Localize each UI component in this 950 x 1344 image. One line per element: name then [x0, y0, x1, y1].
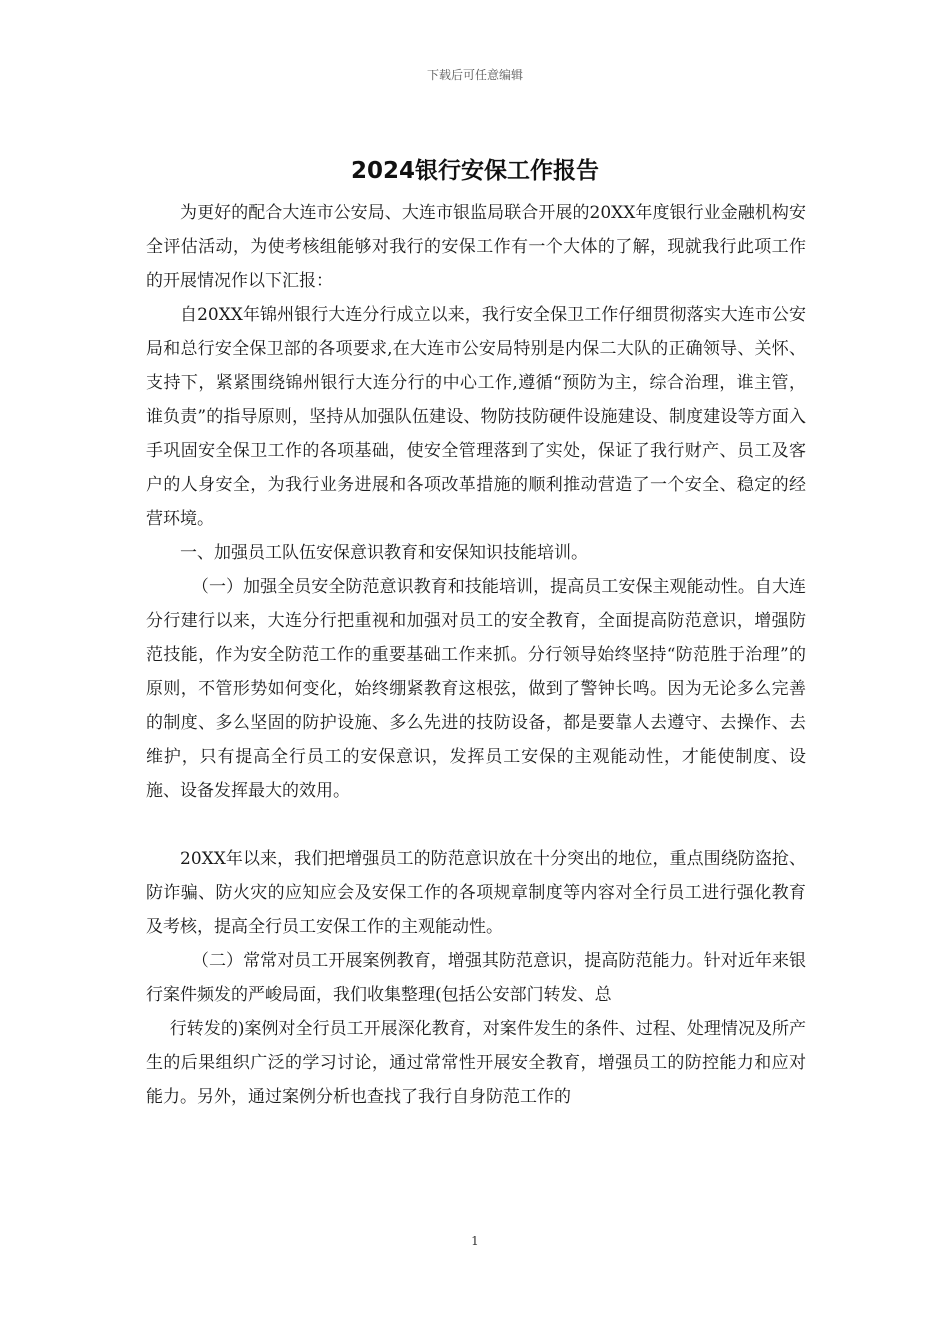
paragraph-continuation: 行转发的)案例对全行员工开展深化教育，对案件发生的条件、过程、处理情况及所产生的后果组织广泛的学习讨论，通过常常性开展安全教育，增强员工的防控能力和应对能力。另外，通过案例分析也查找了我行自身防范工作的	[146, 1019, 806, 1107]
subsection-2: （二）常常对员工开展案例教育，增强其防范意识，提高防范能力。针对近年来银行案件频发的严峻局面，我们收集整理(包括公安部门转发、总	[146, 951, 806, 1005]
page-number: 1	[471, 1234, 479, 1248]
paragraph-intro: 为更好的配合大连市公安局、大连市银监局联合开展的20XX年度银行业金融机构安全评估活动，为使考核组能够对我行的安保工作有一个大体的了解，现就我行此项工作的开展情况作以下汇报：	[146, 203, 806, 291]
paragraph-20xx: 20XX年以来，我们把增强员工的防范意识放在十分突出的地位，重点围绕防盗抢、防诈骗、防火灾的应知应会及安保工作的各项规章制度等内容对全行员工进行强化教育及考核，提高全行员工安保工作的主观能动性。	[146, 849, 806, 937]
page-header: 下载后可任意编辑	[426, 68, 523, 82]
section-heading-1: 一、加强员工队伍安保意识教育和安保知识技能培训。	[180, 543, 588, 563]
paragraph-background: 自20XX年锦州银行大连分行成立以来，我行安全保卫工作仔细贯彻落实大连市公安局和总行安全保卫部的各项要求,在大连市公安局特别是内保二大队的正确领导、关怀、支持下，紧紧围绕锦州银行大连分行的中心工作,遵循“预防为主，综合治理，谁主管，谁负责”的指导原则，坚持从加强队伍建设、物防技防硬件设施建设、制度建设等方面入手巩固安全保卫工作的各项基础，使安全管理落到了实处，保证了我行财产、员工及客户的人身安全，为我行业务进展和各项改革措施的顺利推动营造了一个安全、稳定的经营环境。	[146, 305, 806, 529]
document-body	[146, 196, 806, 1114]
document-title: 2024银行安保工作报告	[350, 158, 599, 184]
subsection-1: （一）加强全员安全防范意识教育和技能培训，提高员工安保主观能动性。自大连分行建行以来，大连分行把重视和加强对员工的安全教育，全面提高防范意识，增强防范技能，作为安全防范工作的重要基础工作来抓。分行领导始终坚持“防范胜于治理”的原则，不管形势如何变化，始终绷紧教育这根弦，做到了警钟长鸣。因为无论多么完善的制度、多么坚固的防护设施、多么先进的技防设备，都是要靠人去遵守、去操作、去维护，只有提高全行员工的安保意识，发挥员工安保的主观能动性，才能使制度、设施、设备发挥最大的效用。	[146, 577, 806, 801]
